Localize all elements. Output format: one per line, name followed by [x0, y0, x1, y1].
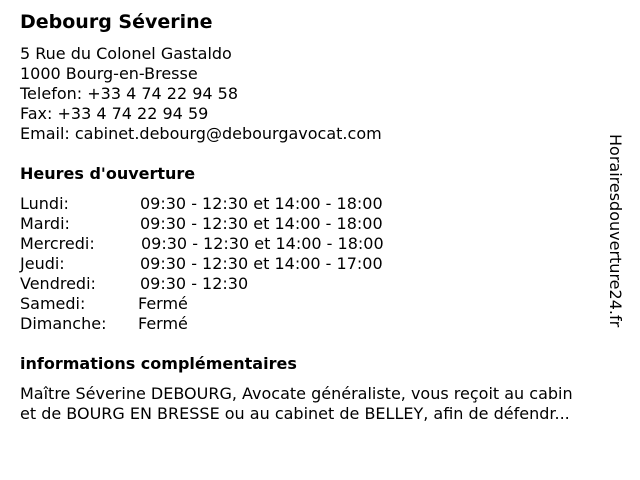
additional-info-text	[20, 384, 620, 424]
day-label: Samedi:	[20, 294, 86, 313]
email-address: Email: cabinet.debourg@debourgavocat.com	[20, 124, 382, 143]
day-label: Lundi:	[20, 194, 69, 213]
info-line-2: et de BOURG EN BRESSE ou au cabinet de BELLEY, afin de défendr...	[20, 404, 570, 423]
street-address: 5 Rue du Colonel Gastaldo	[20, 44, 232, 63]
time-value: 09:30 - 12:30 et 14:00 - 18:00	[140, 214, 383, 233]
day-label: Vendredi:	[20, 274, 96, 293]
day-label: Dimanche:	[20, 314, 107, 333]
contact-block	[20, 44, 382, 144]
site-watermark: Horairesdouverture24.fr	[606, 134, 625, 328]
time-value: 09:30 - 12:30	[140, 274, 249, 293]
city-address: 1000 Bourg-en-Bresse	[20, 64, 198, 83]
business-title: Debourg Séverine	[20, 11, 213, 33]
time-value: 09:30 - 12:30 et 14:00 - 17:00	[140, 254, 383, 273]
time-value: 09:30 - 12:30 et 14:00 - 18:00	[141, 234, 384, 253]
info-line-1: Maître Séverine DEBOURG, Avocate généraliste, vous reçoit au cabin	[20, 384, 573, 403]
day-label: Mardi:	[20, 214, 70, 233]
phone-number: Telefon: +33 4 74 22 94 58	[20, 84, 239, 103]
day-label: Mercredi:	[20, 234, 95, 253]
time-value: Fermé	[138, 294, 188, 313]
opening-hours-heading: Heures d'ouverture	[20, 164, 196, 183]
day-label: Jeudi:	[20, 254, 65, 273]
fax-number: Fax: +33 4 74 22 94 59	[20, 104, 209, 123]
time-value: 09:30 - 12:30 et 14:00 - 18:00	[140, 194, 383, 213]
additional-info-heading: informations complémentaires	[20, 354, 297, 373]
time-value: Fermé	[138, 314, 188, 333]
